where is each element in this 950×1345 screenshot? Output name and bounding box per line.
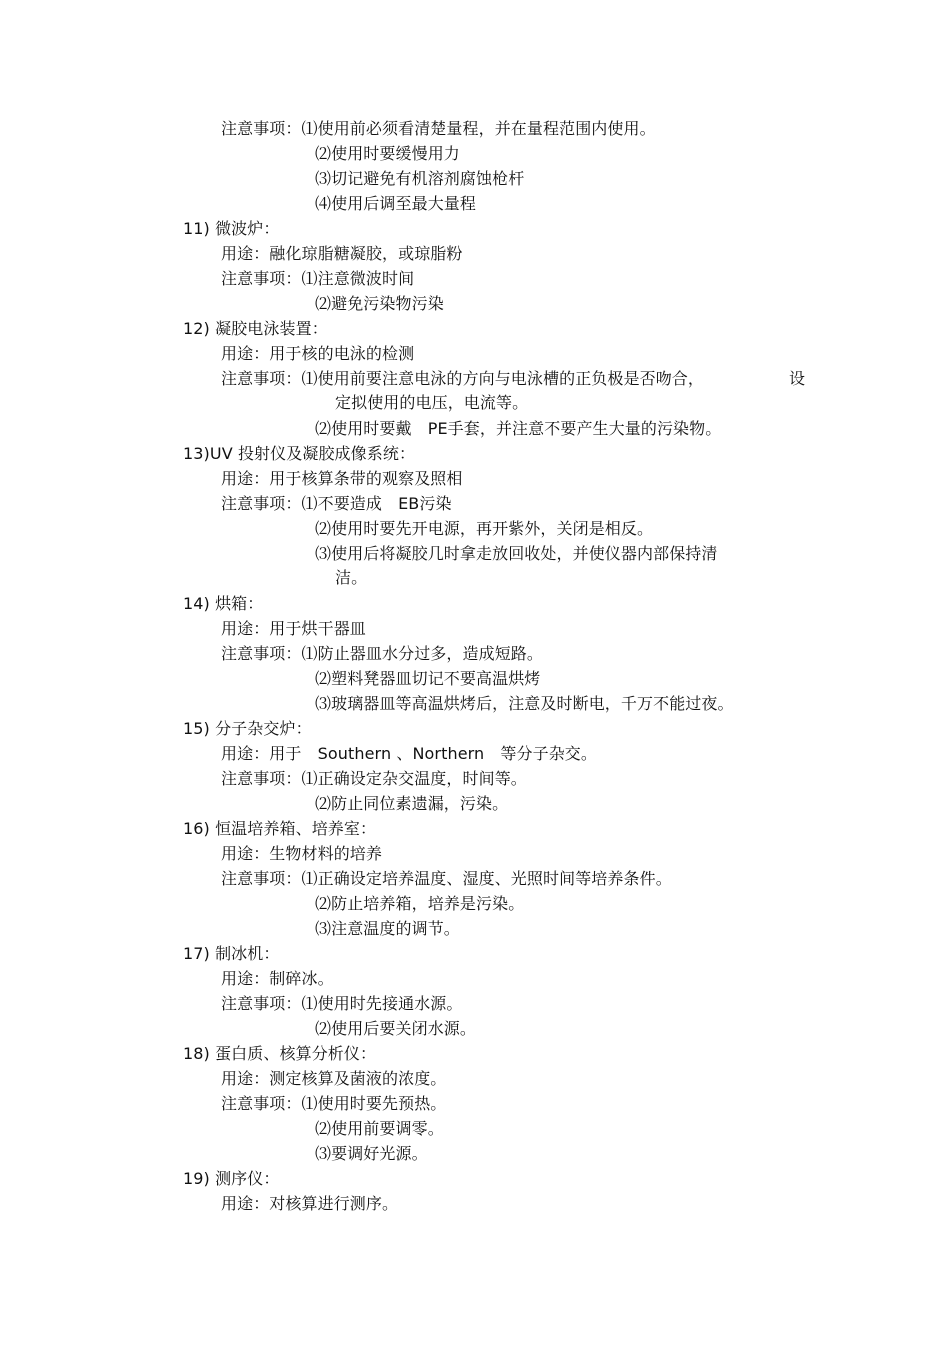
- text-line: 注意事项：⑴防止器皿水分过多，造成短路。: [221, 644, 544, 663]
- text-line: ⑵使用时要戴 PE手套，并注意不要产生大量的污染物。: [315, 419, 722, 438]
- section-heading: 11) 微波炉：: [183, 219, 280, 238]
- text-line: 定拟使用的电压，电流等。: [335, 393, 529, 412]
- text-line: ⑶注意温度的调节。: [315, 919, 460, 938]
- text-line: ⑵使用前要调零。: [315, 1119, 444, 1138]
- text-line: 设: [789, 369, 806, 388]
- text-line: 用途：用于烘干器皿: [221, 619, 366, 638]
- text-line: 注意事项：⑴不要造成 EB污染: [221, 494, 452, 513]
- text-line: ⑶使用后将凝胶几时拿走放回收处，并使仪器内部保持清: [315, 544, 718, 563]
- section-heading: 15) 分子杂交炉：: [183, 719, 312, 738]
- text-line: 注意事项：⑴使用前必须看清楚量程，并在量程范围内使用。: [221, 119, 656, 138]
- section-heading: 16) 恒温培养箱、培养室：: [183, 819, 377, 838]
- text-line: 注意事项：⑴使用时要先预热。: [221, 1094, 447, 1113]
- text-line: ⑵避免污染物污染: [315, 294, 444, 313]
- text-line: ⑶玻璃器皿等高温烘烤后，注意及时断电，千万不能过夜。: [315, 694, 734, 713]
- text-line: 用途：用于 Southern 、Northern 等分子杂交。: [221, 744, 597, 763]
- text-line: 注意事项：⑴注意微波时间: [221, 269, 415, 288]
- section-heading: 13)UV 投射仪及凝胶成像系统：: [183, 444, 416, 463]
- text-line: ⑵防止同位素遗漏，污染。: [315, 794, 509, 813]
- text-line: 用途：生物材料的培养: [221, 844, 383, 863]
- text-line: 用途：用于核算条带的观察及照相: [221, 469, 463, 488]
- section-heading: 14) 烘箱：: [183, 594, 264, 613]
- text-line: 洁。: [335, 568, 368, 587]
- text-line: ⑵塑料凳器皿切记不要高温烘烤: [315, 669, 541, 688]
- text-line: ⑵使用时要先开电源，再开紫外，关闭是相反。: [315, 519, 654, 538]
- text-line: ⑶要调好光源。: [315, 1144, 428, 1163]
- text-line: 注意事项：⑴正确设定培养温度、湿度、光照时间等培养条件。: [221, 869, 672, 888]
- section-heading: 18) 蛋白质、核算分析仪：: [183, 1044, 377, 1063]
- text-line: ⑷使用后调至最大量程: [315, 194, 477, 213]
- section-heading: 17) 制冰机：: [183, 944, 280, 963]
- text-line: 注意事项：⑴使用时先接通水源。: [221, 994, 463, 1013]
- text-line: 用途：测定核算及菌液的浓度。: [221, 1069, 447, 1088]
- text-line: 注意事项：⑴正确设定杂交温度，时间等。: [221, 769, 527, 788]
- section-heading: 19) 测序仪：: [183, 1169, 280, 1188]
- text-line: ⑵使用时要缓慢用力: [315, 144, 460, 163]
- text-line: 用途：制碎冰。: [221, 969, 334, 988]
- text-line: ⑶切记避免有机溶剂腐蚀枪杆: [315, 169, 525, 188]
- text-line: 用途：融化琼脂糖凝胶，或琼脂粉: [221, 244, 463, 263]
- text-line: 用途：用于核的电泳的检测: [221, 344, 415, 363]
- text-line: 注意事项：⑴使用前要注意电泳的方向与电泳槽的正负极是否吻合，: [221, 369, 705, 388]
- text-line: ⑵使用后要关闭水源。: [315, 1019, 477, 1038]
- section-heading: 12) 凝胶电泳装置：: [183, 319, 328, 338]
- text-line: ⑵防止培养箱，培养是污染。: [315, 894, 525, 913]
- text-line: 用途：对核算进行测序。: [221, 1194, 399, 1213]
